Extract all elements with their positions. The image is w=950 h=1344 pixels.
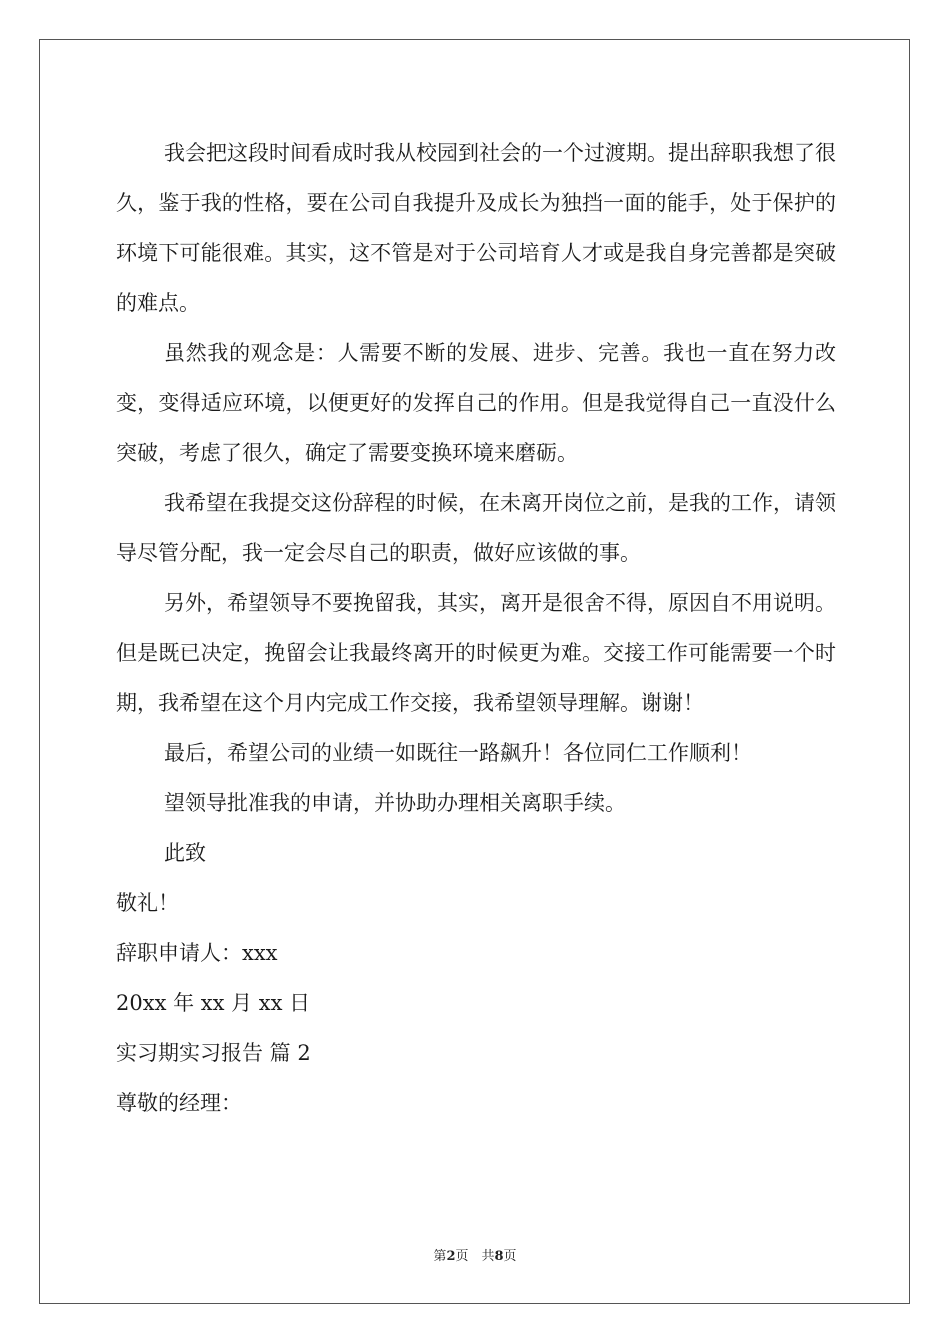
paragraph-request: 望领导批准我的申请，并协助办理相关离职手续。 — [164, 791, 626, 815]
salute: 敬礼！ — [116, 891, 179, 915]
paragraph-handover: 另外，希望领导不要挽留我，其实，离开是很舍不得，原因自不用说明。但是既已决定，挽留会让我最终离开的时候更为难。交接工作可能需要一个时期，我希望在这个月内完成工作交接，我希望领导理解。谢谢！ — [116, 591, 836, 715]
paragraph-wishes: 最后，希望公司的业绩一如既往一路飙升！各位同仁工作顺利！ — [164, 741, 752, 765]
footer-mid: 页 共 — [455, 1249, 495, 1264]
current-page-number: 2 — [446, 1249, 456, 1264]
date-line: 20xx 年 xx 月 xx 日 — [116, 991, 311, 1015]
footer-suffix: 页 — [503, 1249, 517, 1264]
page-footer — [0, 1245, 950, 1264]
paragraph-submission: 我希望在我提交这份辞程的时候，在未离开岗位之前，是我的工作，请领导尽管分配，我一定会尽自己的职责，做好应该做的事。 — [116, 491, 836, 565]
closing-phrase: 此致 — [164, 841, 206, 865]
paragraph-transition: 我会把这段时间看成时我从校园到社会的一个过渡期。提出辞职我想了很久，鉴于我的性格，要在公司自我提升及成长为独挡一面的能手，处于保护的环境下可能很难。其实，这不管是对于公司培育人才或是我自身完善都是突破的难点。 — [116, 141, 836, 315]
total-page-number: 8 — [494, 1249, 504, 1264]
paragraph-concept: 虽然我的观念是：人需要不断的发展、进步、完善。我也一直在努力改变，变得适应环境，以便更好的发挥自己的作用。但是我觉得自己一直没什么突破，考虑了很久，确定了需要变换环境来磨砺。 — [116, 341, 836, 465]
applicant-line: 辞职申请人：xxx — [116, 941, 278, 965]
section-title: 实习期实习报告 篇 2 — [116, 1041, 311, 1065]
document-body — [116, 128, 836, 1128]
footer-prefix: 第 — [433, 1249, 447, 1264]
greeting: 尊敬的经理： — [116, 1091, 242, 1115]
